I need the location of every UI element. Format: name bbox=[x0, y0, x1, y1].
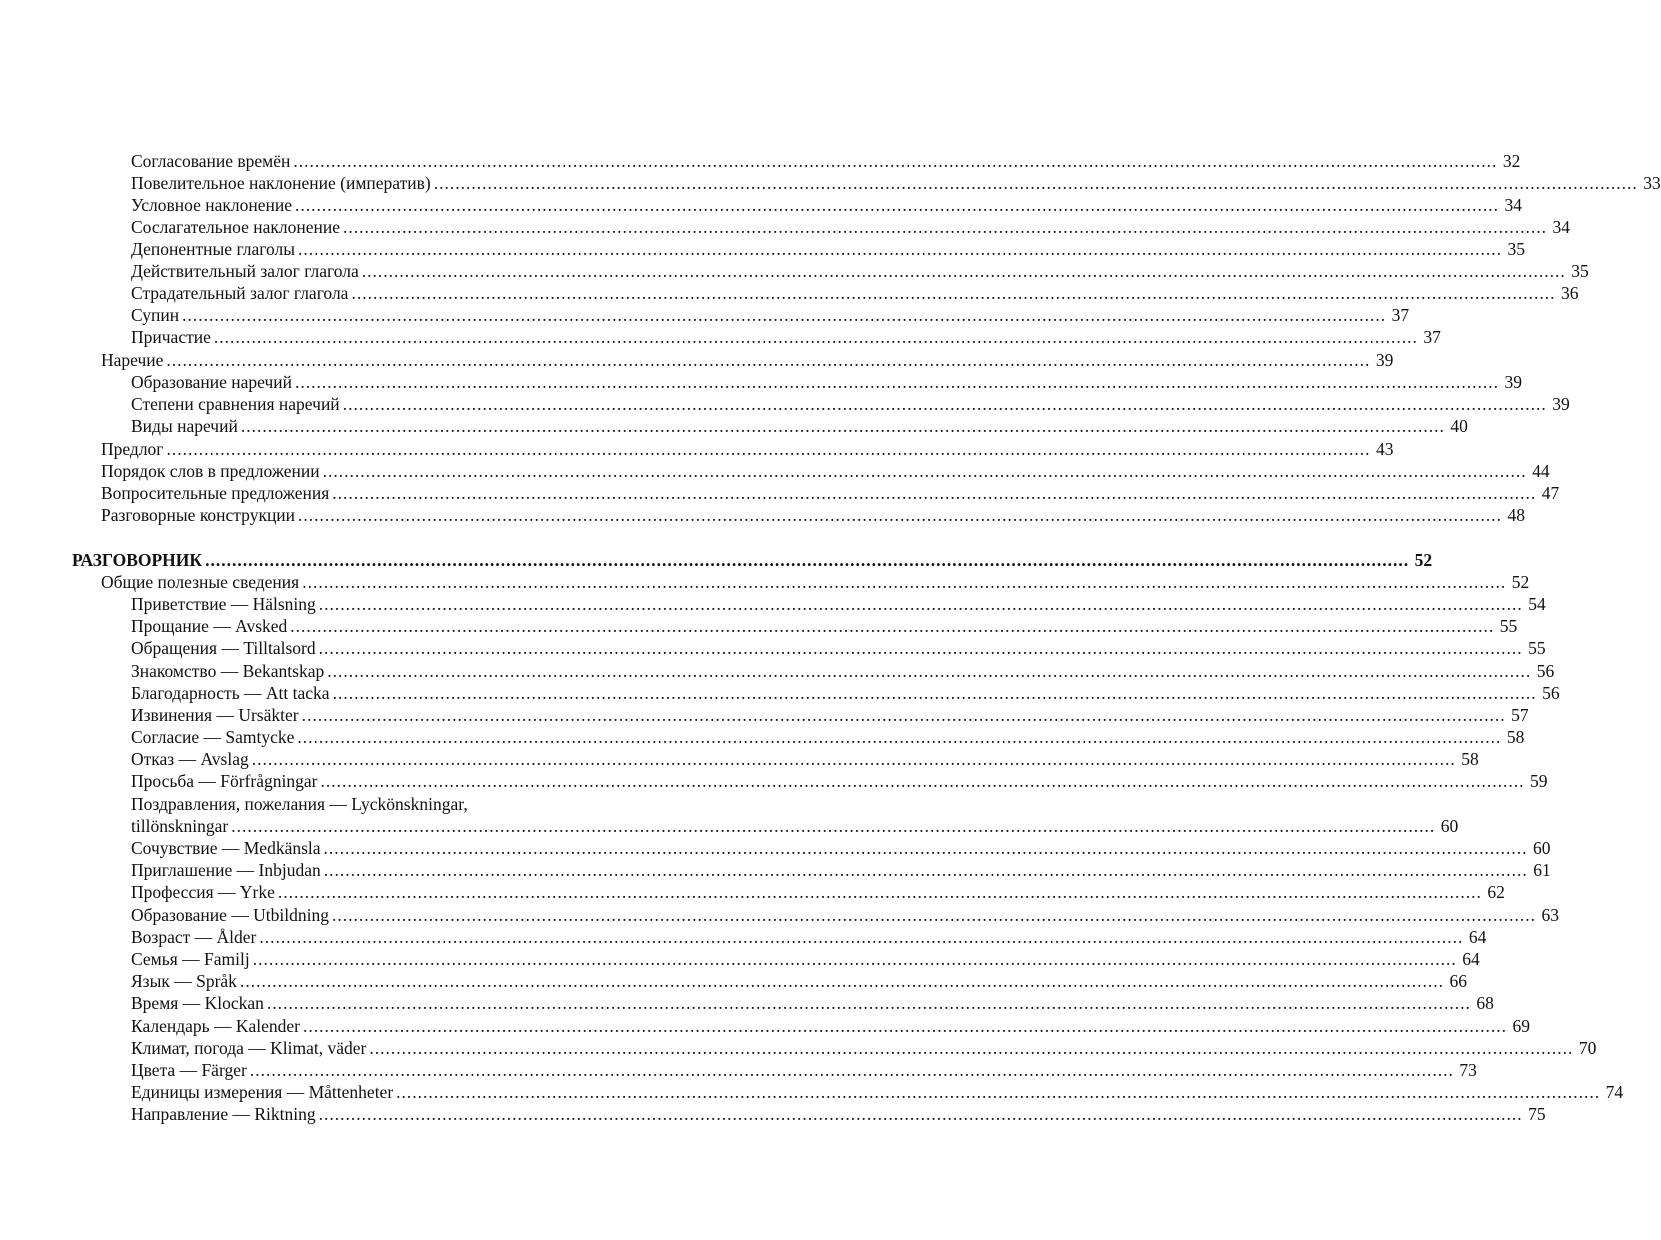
dot-leader bbox=[324, 859, 1528, 881]
toc-entry[interactable] bbox=[131, 726, 1525, 748]
toc-entry-title: Действительный залог глагола bbox=[131, 261, 359, 281]
toc-entry-page: 66 bbox=[1449, 971, 1467, 991]
dot-leader bbox=[319, 593, 1523, 615]
dot-leader bbox=[343, 393, 1547, 415]
dot-leader bbox=[231, 815, 1435, 837]
toc-entry-title: Наречие bbox=[101, 350, 164, 370]
toc-entry[interactable] bbox=[131, 172, 1661, 194]
toc-entry-page: 58 bbox=[1461, 749, 1479, 769]
toc-entry-title[interactable]: Поздравления, пожелания — Lyckönskningar, bbox=[131, 794, 468, 814]
toc-entry-page: 64 bbox=[1462, 949, 1480, 969]
toc-entry-page: 34 bbox=[1552, 217, 1570, 237]
dot-leader bbox=[252, 748, 1456, 770]
toc-entry[interactable] bbox=[131, 682, 1560, 704]
dot-leader bbox=[327, 660, 1531, 682]
toc-entry[interactable] bbox=[101, 349, 1394, 371]
toc-entry-title: Благодарность — Att tacka bbox=[131, 683, 330, 703]
toc-entry[interactable] bbox=[131, 415, 1468, 437]
dot-leader bbox=[332, 904, 1536, 926]
toc-entry-title: Общие полезные сведения bbox=[101, 572, 300, 592]
toc-entry-title: Единицы измерения — Måttenheter bbox=[131, 1082, 394, 1102]
toc-entry-title: Направление — Riktning bbox=[131, 1104, 316, 1124]
dot-leader bbox=[303, 1015, 1507, 1037]
dot-leader bbox=[295, 371, 1499, 393]
toc-entry-page: 60 bbox=[1440, 816, 1459, 836]
toc-entry-title: Согласование времён bbox=[131, 151, 291, 171]
toc-entry-title: Язык — Språk bbox=[131, 971, 237, 991]
toc-entry[interactable] bbox=[131, 770, 1548, 792]
toc-entry[interactable] bbox=[131, 837, 1551, 859]
toc-entry[interactable] bbox=[131, 393, 1570, 415]
toc-entry[interactable] bbox=[131, 260, 1589, 282]
toc-entry-page: 36 bbox=[1560, 283, 1579, 303]
toc-entry[interactable] bbox=[131, 748, 1479, 770]
toc-entry-title: Профессия — Yrke bbox=[131, 882, 275, 902]
toc-entry-title: Календарь — Kalender bbox=[131, 1016, 301, 1036]
toc-entry-title: Образование — Utbildning bbox=[131, 905, 330, 925]
toc-entry-page: 44 bbox=[1532, 461, 1550, 481]
toc-entry[interactable] bbox=[101, 504, 1526, 526]
dot-leader bbox=[253, 948, 1457, 970]
toc-entry-title: Извинения — Ursäkter bbox=[131, 705, 299, 725]
toc-entry-page: 56 bbox=[1542, 683, 1560, 703]
toc-entry[interactable] bbox=[101, 482, 1560, 504]
toc-entry[interactable] bbox=[131, 948, 1480, 970]
toc-entry[interactable] bbox=[131, 371, 1523, 393]
toc-entry[interactable] bbox=[131, 904, 1560, 926]
toc-entry[interactable] bbox=[101, 460, 1550, 482]
toc-entry-page: 48 bbox=[1507, 505, 1526, 525]
dot-leader bbox=[241, 415, 1445, 437]
toc-entry[interactable] bbox=[131, 326, 1441, 348]
toc-entry-title: Семья — Familj bbox=[131, 949, 250, 969]
dot-leader bbox=[267, 992, 1471, 1014]
toc-entry-title: Просьба — Förfrågningar bbox=[131, 771, 318, 791]
dot-leader bbox=[332, 482, 1536, 504]
dot-leader bbox=[333, 682, 1537, 704]
toc-entry-page: 58 bbox=[1506, 727, 1525, 747]
toc-entry-title: Разговорные конструкции bbox=[101, 505, 296, 525]
toc-entry-page: 63 bbox=[1541, 905, 1560, 925]
toc-entry-title: Причастие bbox=[131, 327, 211, 347]
dot-leader bbox=[167, 438, 1371, 460]
dot-leader bbox=[259, 926, 1463, 948]
toc-entry-page: 61 bbox=[1533, 860, 1551, 880]
toc-section-heading[interactable] bbox=[72, 549, 1433, 571]
dot-leader bbox=[319, 637, 1523, 659]
toc-entry-page: 52 bbox=[1511, 572, 1530, 592]
dot-leader bbox=[362, 260, 1566, 282]
toc-entry[interactable] bbox=[131, 660, 1555, 682]
toc-entry-title: Обращения — Tilltalsord bbox=[131, 638, 316, 658]
toc-entry-page: 75 bbox=[1528, 1104, 1546, 1124]
dot-leader bbox=[320, 770, 1524, 792]
toc-entry-page: 55 bbox=[1499, 616, 1518, 636]
dot-leader bbox=[298, 504, 1502, 526]
toc-entry-title: Страдательный залог глагола bbox=[131, 283, 349, 303]
toc-entry-page: 39 bbox=[1375, 350, 1394, 370]
dot-leader bbox=[297, 726, 1501, 748]
toc-entry-title: Цвета — Färger bbox=[131, 1060, 247, 1080]
toc-entry[interactable] bbox=[131, 637, 1546, 659]
toc-entry[interactable] bbox=[131, 926, 1487, 948]
toc-entry-title: Приветствие — Hälsning bbox=[131, 594, 316, 614]
toc-entry-page: 68 bbox=[1476, 993, 1494, 1013]
dot-leader bbox=[240, 970, 1444, 992]
toc-entry[interactable] bbox=[131, 815, 1459, 837]
toc-entry-title: Условное наклонение bbox=[131, 195, 293, 215]
toc-entry-title: Климат, погода — Klimat, väder bbox=[131, 1038, 367, 1058]
dot-leader bbox=[250, 1059, 1454, 1081]
toc-entry-page: 52 bbox=[1414, 550, 1433, 570]
toc-entry[interactable] bbox=[131, 282, 1579, 304]
toc-entry[interactable] bbox=[131, 615, 1518, 637]
dot-leader bbox=[278, 881, 1482, 903]
toc-entry[interactable] bbox=[131, 970, 1467, 992]
toc-entry-page: 56 bbox=[1536, 661, 1555, 681]
toc-entry-page: 69 bbox=[1512, 1016, 1531, 1036]
dot-leader bbox=[295, 194, 1499, 216]
toc-entry-title: Сослагательное наклонение bbox=[131, 217, 340, 237]
dot-leader bbox=[302, 571, 1506, 593]
toc-entry-page: 60 bbox=[1533, 838, 1551, 858]
dot-leader bbox=[323, 460, 1527, 482]
toc-entry[interactable] bbox=[131, 1103, 1546, 1125]
toc-entry-page: 70 bbox=[1578, 1038, 1597, 1058]
toc-entry-title: Отказ — Avslag bbox=[131, 749, 249, 769]
dot-leader bbox=[351, 282, 1555, 304]
toc-entry-title: Повелительное наклонение (императив) bbox=[131, 173, 431, 193]
toc-entry-page: 59 bbox=[1529, 771, 1548, 791]
toc-entry-page: 54 bbox=[1528, 594, 1546, 614]
dot-leader bbox=[205, 549, 1409, 571]
dot-leader bbox=[293, 150, 1497, 172]
toc-entry-page: 43 bbox=[1376, 439, 1394, 459]
toc-entry-title: Прощание — Avsked bbox=[131, 616, 288, 636]
toc-entry-page: 73 bbox=[1459, 1060, 1477, 1080]
toc-entry-title: Степени сравнения наречий bbox=[131, 394, 340, 414]
toc-entry-page: 37 bbox=[1391, 305, 1410, 325]
dot-leader bbox=[434, 172, 1638, 194]
toc-entry-page: 35 bbox=[1571, 261, 1589, 281]
toc-entry-title: Время — Klockan bbox=[131, 993, 264, 1013]
dot-leader bbox=[182, 304, 1386, 326]
toc-entry-title: Сочувствие — Medkänsla bbox=[131, 838, 321, 858]
toc-entry-page: 34 bbox=[1504, 195, 1523, 215]
toc-entry-page: 47 bbox=[1541, 483, 1560, 503]
toc-entry[interactable] bbox=[131, 150, 1521, 172]
toc-entry[interactable] bbox=[131, 593, 1546, 615]
toc-entry[interactable] bbox=[131, 704, 1529, 726]
dot-leader bbox=[324, 837, 1528, 859]
toc-entry[interactable] bbox=[131, 238, 1525, 260]
toc-entry-page: 33 bbox=[1643, 173, 1661, 193]
toc-entry-page: 37 bbox=[1423, 327, 1441, 347]
toc-entry-title: Знакомство — Bekantskap bbox=[131, 661, 325, 681]
toc-entry[interactable] bbox=[101, 571, 1530, 593]
dot-leader bbox=[343, 216, 1547, 238]
toc-entry[interactable] bbox=[131, 304, 1410, 326]
toc-entry-page: 32 bbox=[1502, 151, 1521, 171]
dot-leader bbox=[319, 1103, 1523, 1125]
dot-leader bbox=[166, 349, 1370, 371]
toc-entry[interactable] bbox=[131, 1059, 1477, 1081]
toc-entry-title: Предлог bbox=[101, 439, 164, 459]
dot-leader bbox=[290, 615, 1494, 637]
dot-leader bbox=[396, 1081, 1600, 1103]
toc-entry[interactable] bbox=[131, 1037, 1597, 1059]
toc-entry[interactable] bbox=[131, 1015, 1531, 1037]
dot-leader bbox=[298, 238, 1502, 260]
toc-entry-title: Согласие — Samtycke bbox=[131, 727, 295, 747]
dot-leader bbox=[369, 1037, 1573, 1059]
toc-entry[interactable] bbox=[101, 438, 1394, 460]
toc-entry-title: Образование наречий bbox=[131, 372, 293, 392]
toc-entry-title: Виды наречий bbox=[131, 416, 238, 436]
toc-entry-page: 74 bbox=[1605, 1082, 1624, 1102]
toc-entry-page: 57 bbox=[1511, 705, 1529, 725]
toc-entry-page: 39 bbox=[1552, 394, 1570, 414]
toc-entry[interactable] bbox=[131, 992, 1494, 1014]
toc-entry-page: 35 bbox=[1507, 239, 1525, 259]
toc-entry-title: Супин bbox=[131, 305, 180, 325]
dot-leader bbox=[214, 326, 1418, 348]
toc-entry-title: Депонентные глаголы bbox=[131, 239, 295, 259]
toc-entry[interactable] bbox=[131, 859, 1551, 881]
toc-entry[interactable] bbox=[131, 881, 1505, 903]
toc-entry-page: 39 bbox=[1504, 372, 1523, 392]
toc-entry-title: Возраст — Ålder bbox=[131, 927, 257, 947]
toc-entry-page: 64 bbox=[1468, 927, 1487, 947]
toc-entry-page: 40 bbox=[1450, 416, 1468, 436]
toc-entry-title: Вопросительные предложения bbox=[101, 483, 330, 503]
toc-entry-title: Приглашение — Inbjudan bbox=[131, 860, 321, 880]
toc-entry-title-continuation: tillönskningar bbox=[131, 816, 229, 836]
toc-entry-page: 55 bbox=[1528, 638, 1546, 658]
toc-entry[interactable] bbox=[131, 1081, 1624, 1103]
dot-leader bbox=[302, 704, 1506, 726]
toc-entry-title: РАЗГОВОРНИК bbox=[72, 550, 203, 570]
toc-entry-page: 62 bbox=[1487, 882, 1505, 902]
toc-entry[interactable] bbox=[131, 216, 1570, 238]
toc-entry-title: Порядок слов в предложении bbox=[101, 461, 320, 481]
toc-entry[interactable] bbox=[131, 194, 1523, 216]
